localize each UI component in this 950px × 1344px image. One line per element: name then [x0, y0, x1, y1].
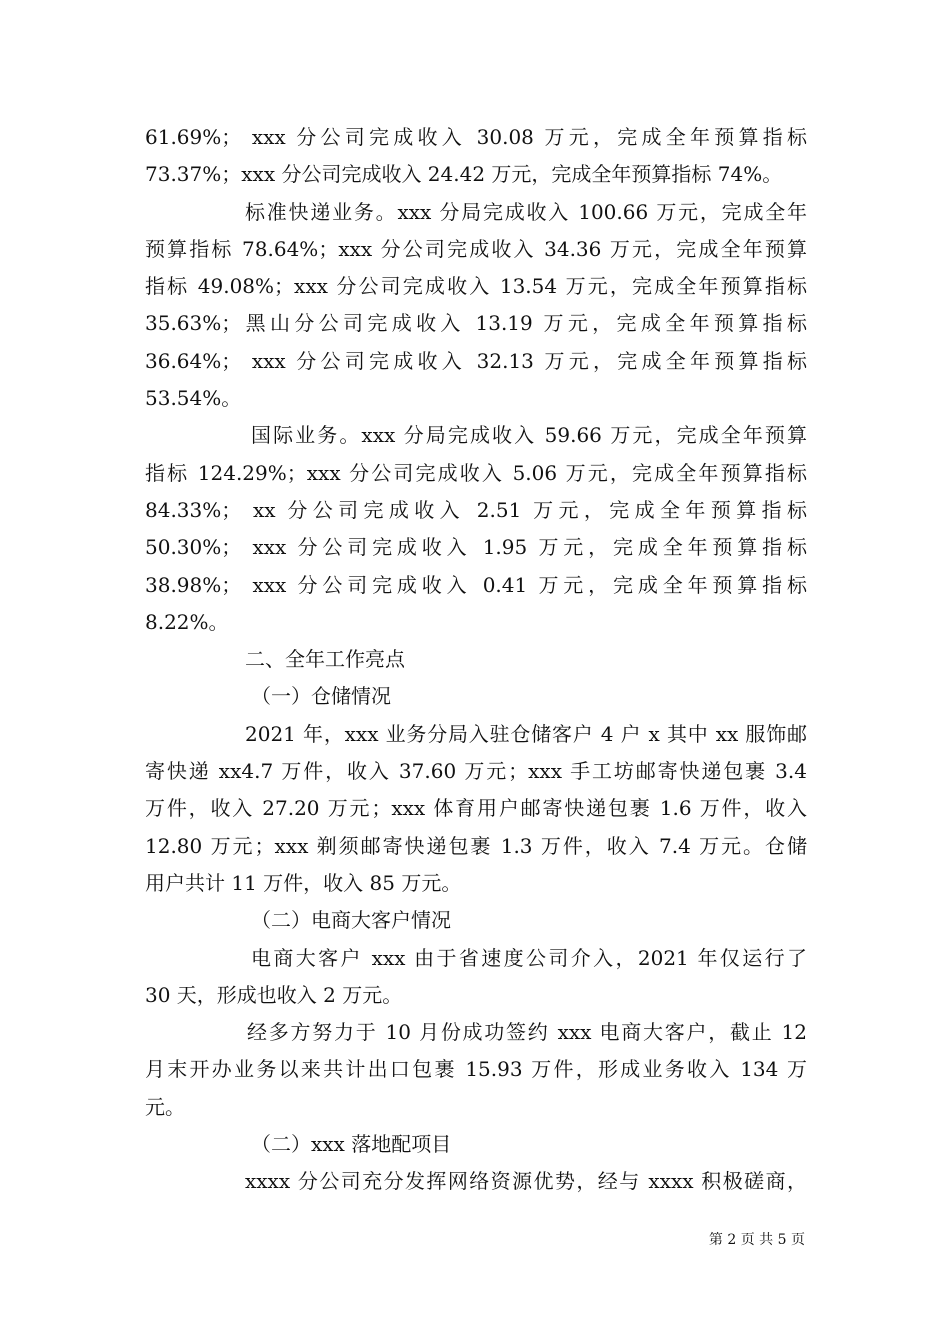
- subsection-heading: （二）xxx 落地配项目: [251, 1132, 452, 1157]
- text-line: 30 天，形成也收入 2 万元。: [145, 982, 403, 1007]
- text-line: 36.64%； xxx 分公司完成收入 32.13 万元，完成全年预算指标: [145, 348, 807, 373]
- text-line: 35.63%；黑山分公司完成收入 13.19 万元，完成全年预算指标: [145, 311, 807, 336]
- document-body: [145, 119, 807, 1201]
- text-line: 月末开办业务以来共计出口包裹 15.93 万件，形成业务收入 134 万: [145, 1057, 807, 1082]
- text-line: 预算指标 78.64%；xxx 分公司完成收入 34.36 万元，完成全年预算: [145, 236, 807, 261]
- text-line: xxxx 分公司充分发挥网络资源优势，经与 xxxx 积极磋商，: [245, 1169, 807, 1194]
- page-number: 第 2 页 共 5 页: [708, 1232, 805, 1248]
- text-line: 12.80 万元；xxx 剃须邮寄快递包裹 1.3 万件，收入 7.4 万元。仓储: [145, 833, 807, 858]
- text-line: 指标 124.29%；xxx 分公司完成收入 5.06 万元，完成全年预算指标: [145, 460, 807, 485]
- subsection-heading: （二）电商大客户情况: [251, 908, 451, 933]
- text-line: 国际业务。xxx 分局完成收入 59.66 万元，完成全年预算: [251, 423, 807, 448]
- text-line: 电商大客户 xxx 由于省速度公司介入，2021 年仅运行了: [251, 945, 807, 970]
- text-line: 50.30%； xxx 分公司完成收入 1.95 万元，完成全年预算指标: [145, 535, 807, 560]
- text-line: 万件，收入 27.20 万元；xxx 体育用户邮寄快递包裹 1.6 万件，收入: [145, 796, 807, 821]
- section-heading: 二、全年工作亮点: [245, 647, 405, 672]
- text-line: 经多方努力于 10 月份成功签约 xxx 电商大客户，截止 12: [247, 1020, 807, 1045]
- text-line: 元。: [145, 1094, 185, 1119]
- subsection-heading: （一）仓储情况: [251, 684, 391, 709]
- text-line: 38.98%； xxx 分公司完成收入 0.41 万元，完成全年预算指标: [145, 572, 807, 597]
- text-line: 84.33%； xx 分公司完成收入 2.51 万元，完成全年预算指标: [145, 497, 807, 522]
- text-line: 73.37%；xxx 分公司完成收入 24.42 万元，完成全年预算指标 74%。: [145, 162, 783, 187]
- text-line: 指标 49.08%；xxx 分公司完成收入 13.54 万元，完成全年预算指标: [145, 274, 807, 299]
- text-line: 2021 年，xxx 业务分局入驻仓储客户 4 户 x 其中 xx 服饰邮: [245, 721, 807, 746]
- text-line: 用户共计 11 万件，收入 85 万元。: [145, 870, 462, 895]
- text-line: 标准快递业务。xxx 分局完成收入 100.66 万元，完成全年: [245, 199, 807, 224]
- text-line: 8.22%。: [145, 609, 229, 634]
- text-line: 寄快递 xx4.7 万件，收入 37.60 万元；xxx 手工坊邮寄快递包裹 3.4: [145, 759, 807, 784]
- text-line: 61.69%； xxx 分公司完成收入 30.08 万元，完成全年预算指标: [145, 125, 807, 149]
- text-line: 53.54%。: [145, 386, 242, 411]
